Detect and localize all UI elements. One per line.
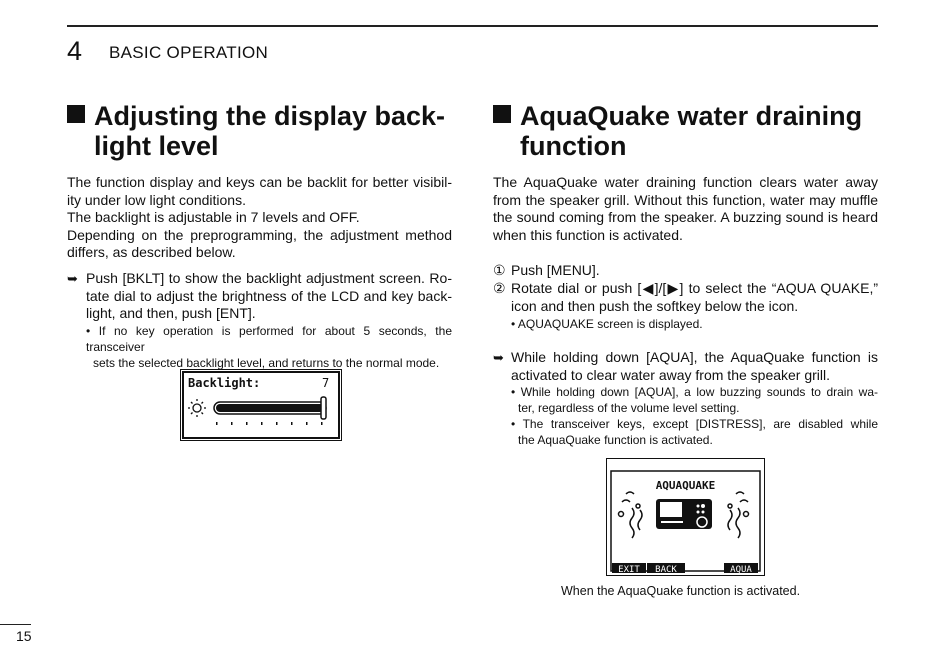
backlight-fill bbox=[216, 404, 324, 412]
left-note: • If no key operation is performed for about 5 seconds, the transceiver sets the selected backlight level, and returns to the normal mode. bbox=[86, 324, 452, 370]
right-arrow-bullet-icon: ➥ bbox=[67, 271, 78, 286]
step-2-number: ② bbox=[493, 280, 506, 296]
chapter-title: BASIC OPERATION bbox=[109, 43, 269, 62]
backlight-lcd bbox=[180, 369, 342, 446]
right-intro: The AquaQuake water draining function clears water away from the speaker grill. Without this function, water may muffle the sound coming from the speaker. A buzzing sound is heard when this function is activated. bbox=[493, 174, 878, 243]
black-square-icon bbox=[493, 105, 511, 123]
right-step-3: While holding down [AQUA], the AquaQuake function is activated to clear water away from the speaker grill. bbox=[511, 349, 878, 383]
page-number: 15 bbox=[16, 628, 32, 644]
right-note-2: • AQUAQUAKE screen is displayed. bbox=[511, 317, 703, 331]
footer-rule bbox=[0, 624, 31, 625]
backlight-handle bbox=[321, 397, 326, 419]
softkey-aqua: AQUA bbox=[730, 565, 752, 575]
backlight-label: Backlight: bbox=[188, 376, 261, 390]
softkey-exit: EXIT bbox=[618, 565, 640, 575]
right-arrow-bullet-icon: ➥ bbox=[493, 350, 504, 365]
right-heading: AquaQuake water draining bbox=[493, 101, 862, 131]
right-step-2: Rotate dial or push [◀]/[▶] to select the “AQUA QUAKE,” icon and then push the softkey below the icon. bbox=[511, 280, 878, 314]
aquaquake-title: AQUAQUAKE bbox=[655, 479, 716, 492]
black-square-icon bbox=[67, 105, 85, 123]
figure-caption: When the AquaQuake function is activated. bbox=[561, 584, 801, 598]
aquaquake-lcd bbox=[606, 458, 765, 581]
left-heading-cont: light level bbox=[94, 131, 219, 161]
softkey-back: BACK bbox=[655, 565, 677, 575]
radio-icon bbox=[656, 499, 712, 529]
left-intro: The function display and keys can be backlit for better visibil- ity under low light conditions. The backlight is adjustable in 7 levels and OFF. Depending on the preprogramming, the adjustment method differs, as described below. bbox=[67, 174, 452, 260]
right-notes: • While holding down [AQUA], a low buzzing sounds to drain wa- ter, regardless of the volume level setting. • The transceiver keys, except [DISTRESS], are disabled while the AquaQuake function is activated. bbox=[511, 385, 878, 447]
right-step-1: Push [MENU]. bbox=[511, 262, 600, 278]
left-step: Push [BKLT] to show the backlight adjustment screen. Ro- tate dial to adjust the brightness of the LCD and key back- light, and then, push [ENT]. bbox=[86, 270, 452, 321]
top-rule bbox=[67, 25, 878, 27]
step-1-number: ① bbox=[493, 262, 506, 278]
right-heading-cont: function bbox=[520, 131, 627, 161]
backlight-value: 7 bbox=[322, 376, 330, 390]
chapter-number: 4 bbox=[67, 36, 83, 66]
left-heading: Adjusting the display back- bbox=[67, 101, 445, 131]
